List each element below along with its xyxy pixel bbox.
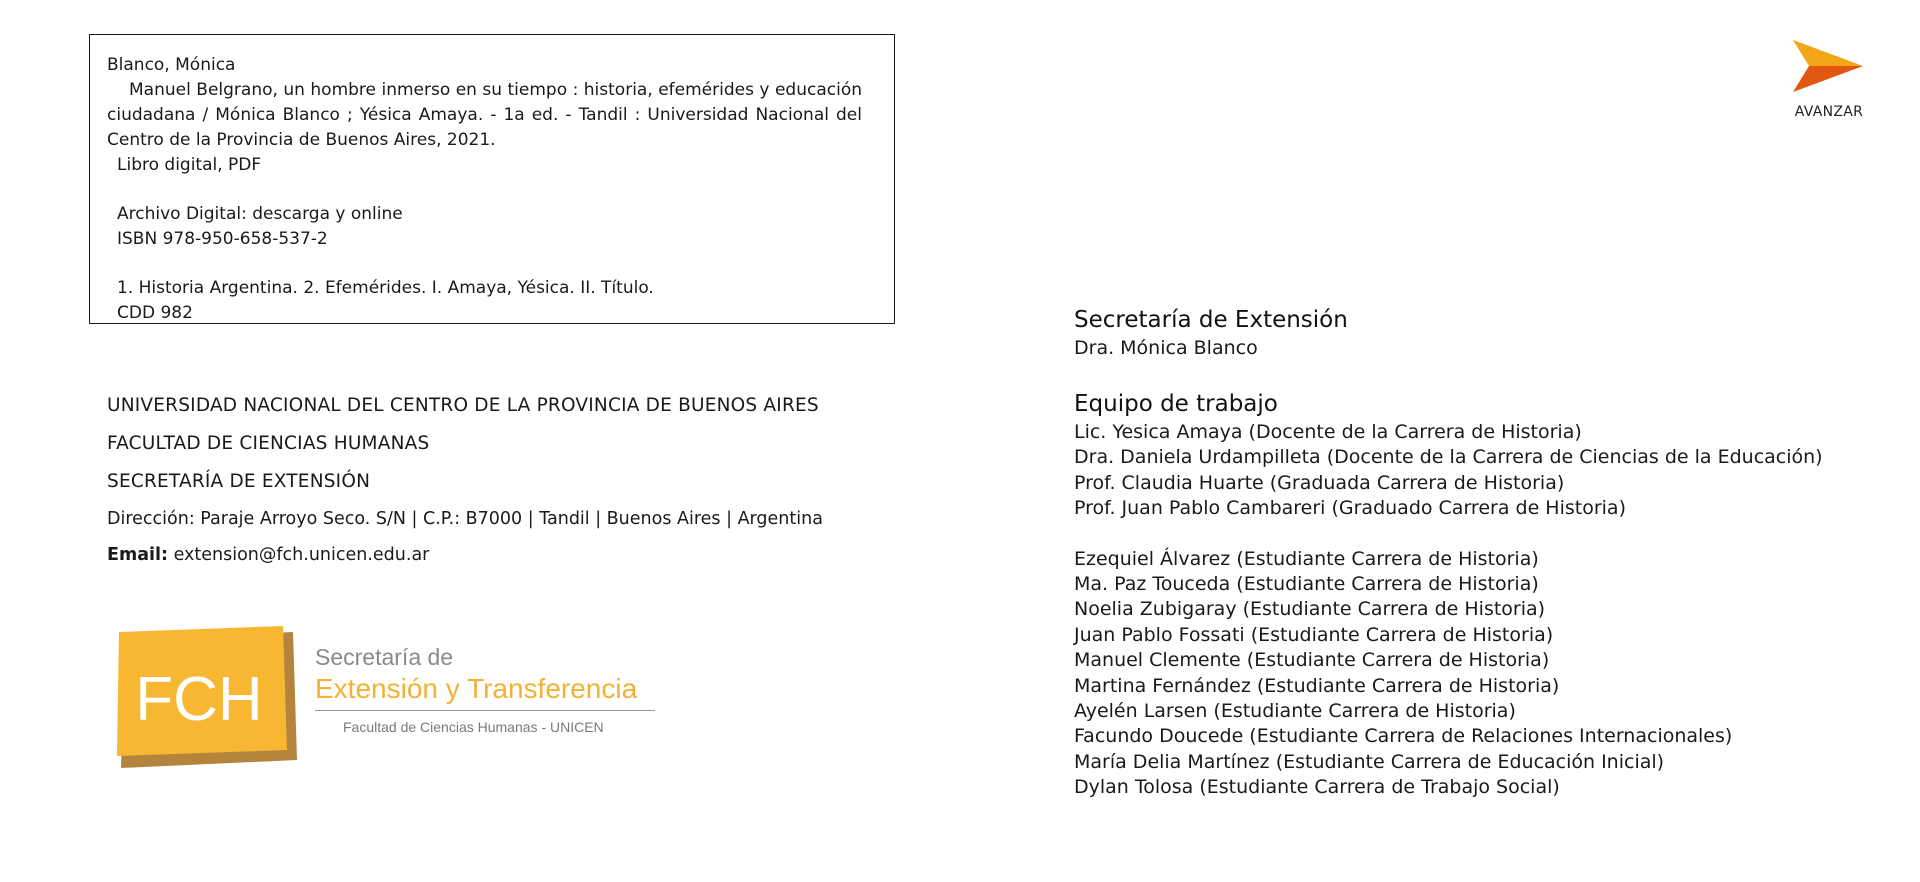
student-member: Ezequiel Álvarez (Estudiante Carrera de Historia) [1074, 547, 1539, 570]
catalog-format: Libro digital, PDF [117, 155, 262, 175]
avanzar-label[interactable]: AVANZAR [1794, 104, 1864, 120]
fch-logo-text: FCH [135, 665, 263, 734]
logo-line-facultad: Facultad de Ciencias Humanas - UNICEN [343, 719, 604, 735]
logo-line-extension: Extensión y Transferencia [315, 673, 638, 704]
university-name: UNIVERSIDAD NACIONAL DEL CENTRO DE LA PROVINCIA DE BUENOS AIRES [107, 395, 819, 416]
institution-address: Dirección: Paraje Arroyo Seco. S/N | C.P.: B7000 | Tandil | Buenos Aires | Argentina [107, 509, 823, 529]
student-member: Ma. Paz Touceda (Estudiante Carrera de Historia) [1074, 573, 1539, 596]
catalog-archive: Archivo Digital: descarga y online [117, 204, 403, 224]
catalog-cdd: CDD 982 [117, 303, 193, 323]
team-member: Dra. Daniela Urdampilleta (Docente de la Carrera de Ciencias de la Educación) [1074, 446, 1823, 469]
institution-info [107, 387, 947, 573]
catalog-author: Blanco, Mónica [107, 55, 236, 75]
team-members-list [1074, 420, 1894, 522]
student-member: Dylan Tolosa (Estudiante Carrera de Trabajo Social) [1074, 776, 1560, 799]
catalog-isbn: ISBN 978-950-658-537-2 [117, 229, 328, 249]
catalog-title-entry: Manuel Belgrano, un hombre inmerso en su tiempo : historia, efemérides y educación ciudadana / Mónica Blanco ; Yésica Amaya. - 1a ed. - Tandil : Universidad Nacional del Centro de la Provincia de Buenos Aires, 2021. [107, 80, 862, 150]
student-member: Juan Pablo Fossati (Estudiante Carrera de Historia) [1074, 623, 1554, 646]
email-label: Email: [107, 545, 168, 565]
student-member: Martina Fernández (Estudiante Carrera de Historia) [1074, 674, 1560, 697]
catalog-card [89, 34, 895, 324]
credits-column [1074, 304, 1894, 801]
logo-line-secretaria: Secretaría de [315, 644, 454, 670]
student-member: Noelia Zubigaray (Estudiante Carrera de Historia) [1074, 598, 1546, 621]
equipo-heading: Equipo de trabajo [1074, 391, 1278, 417]
team-member: Prof. Claudia Huarte (Graduada Carrera de Historia) [1074, 471, 1565, 494]
institution-email [107, 537, 947, 573]
catalog-card-content [107, 53, 862, 326]
students-list [1074, 547, 1894, 801]
logo-divider [315, 710, 655, 711]
student-member: Facundo Doucede (Estudiante Carrera de Relaciones Internacionales) [1074, 725, 1733, 748]
faculty-name: FACULTAD DE CIENCIAS HUMANAS [107, 433, 430, 454]
fch-logo-mark [115, 620, 305, 770]
student-member: Ayelén Larsen (Estudiante Carrera de Historia) [1074, 700, 1516, 723]
team-member: Lic. Yesica Amaya (Docente de la Carrera de Historia) [1074, 421, 1582, 443]
fch-logo [115, 620, 675, 770]
avanzar-button[interactable] [1780, 34, 1878, 124]
secretaria-heading: Secretaría de Extensión [1074, 307, 1348, 333]
secretariat-name: SECRETARÍA DE EXTENSIÓN [107, 471, 371, 492]
team-member: Prof. Juan Pablo Cambareri (Graduado Carrera de Historia) [1074, 497, 1626, 520]
fch-logo-wordmark [315, 642, 675, 737]
student-member: Manuel Clemente (Estudiante Carrera de Historia) [1074, 649, 1550, 672]
catalog-subjects: 1. Historia Argentina. 2. Efemérides. I. Amaya, Yésica. II. Título. [117, 278, 654, 298]
arrow-right-icon [1791, 38, 1867, 96]
student-member: María Delia Martínez (Estudiante Carrera de Educación Inicial) [1074, 750, 1665, 773]
secretaria-name: Dra. Mónica Blanco [1074, 337, 1258, 359]
email-value: extension@fch.unicen.edu.ar [173, 545, 430, 565]
